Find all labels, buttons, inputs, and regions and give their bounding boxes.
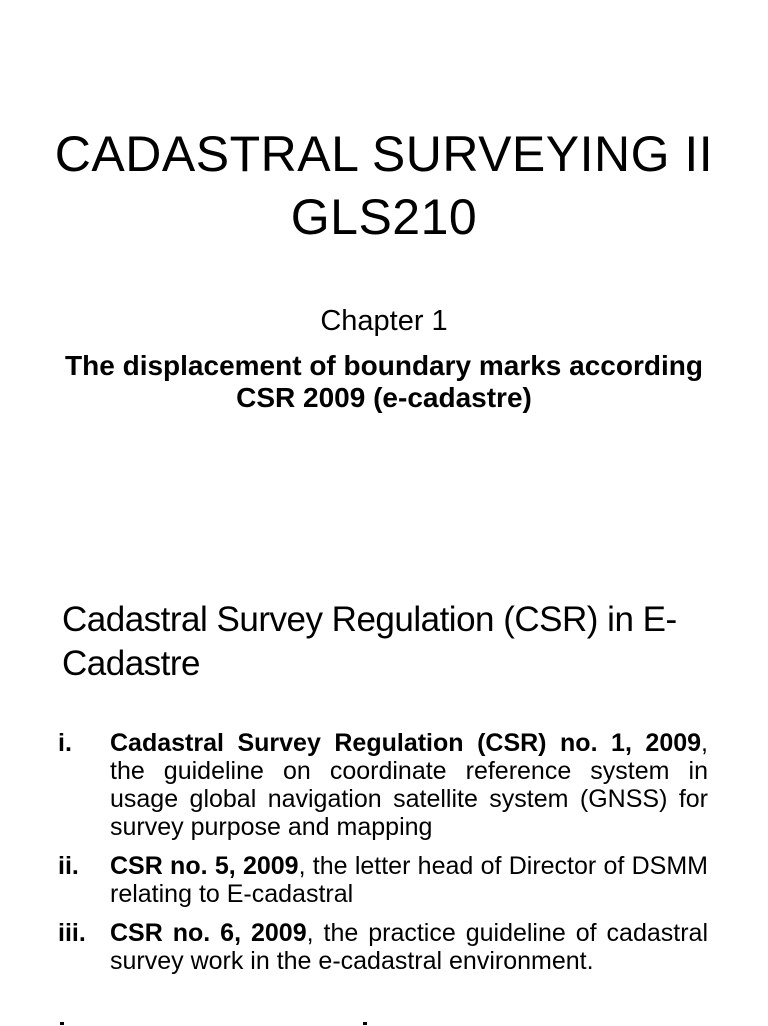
regulation-name: CSR no. 6, 2009 <box>110 919 307 947</box>
list-item-text <box>110 852 708 908</box>
slide-title-line-1: CADASTRAL SURVEYING II <box>54 126 714 182</box>
regulation-name: CSR no. 5, 2009 <box>110 852 299 880</box>
list-item <box>58 852 708 908</box>
list-numeral: iii. <box>58 919 86 947</box>
regulation-description: , the letter head of Director of DSMM relating to E-cadastral <box>110 852 709 908</box>
list-numeral: ii. <box>58 852 79 880</box>
chapter-label: Chapter 1 <box>320 305 448 337</box>
regulation-description: , the practice guideline of cadastral survey work in the e-cadastral environment. <box>110 919 708 975</box>
slide-heading: Cadastral Survey Regulation (CSR) in E-Cadastre <box>62 600 677 683</box>
list-numeral: i. <box>58 729 72 757</box>
content-slide <box>0 558 768 1024</box>
list-item <box>58 729 708 841</box>
list-item-text <box>110 729 708 841</box>
regulation-description: , the guideline on coordinate reference system in usage global navigation satellite system (GNSS) for survey purpose and mapping <box>110 729 708 841</box>
list-item-text <box>110 919 708 975</box>
list-item <box>58 919 708 975</box>
regulation-name: Cadastral Survey Regulation (CSR) no. 1, 2009 <box>110 729 702 757</box>
slide-title-line-2: GLS210 <box>290 189 478 245</box>
chapter-subtitle: The displacement of boundary marks according CSR 2009 (e-cadastre) <box>65 350 703 413</box>
regulation-list <box>58 729 708 986</box>
cut-off-next-item <box>58 1016 708 1026</box>
